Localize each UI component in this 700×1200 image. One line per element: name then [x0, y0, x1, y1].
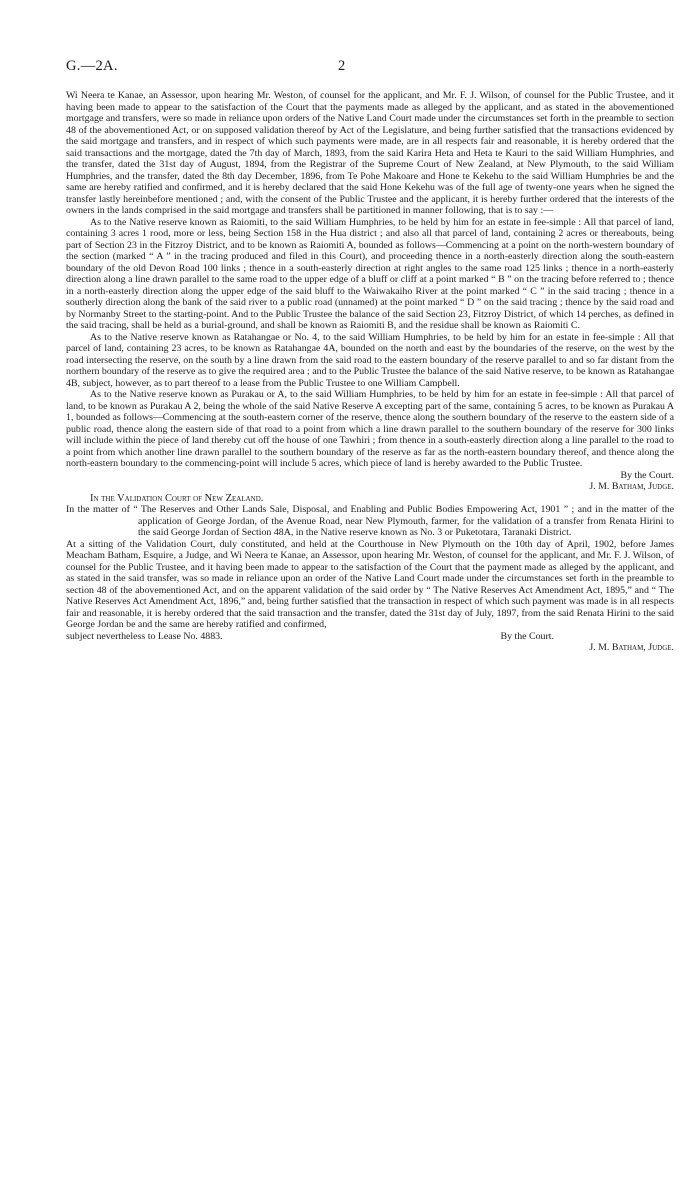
order-last-line: subject nevertheless to Lease No. 4883.	[66, 630, 223, 642]
signature-by-the-court: By the Court.	[620, 469, 674, 481]
order-paragraph: At a sitting of the Validation Court, duly constituted, and held at the Courthouse in New Plymouth on the 10th day of April, 1902, before James Meacham Batham, Esquire, a Judge, and Wi Neera te Kanae, an Assessor, upon hearing Mr. Weston, of counsel for the applicant, and Mr. F. J. Wilson, of counsel for the Public Trustee, and it having been made to appear to the satisfaction of the Court that the payment made as alleged by the applicant, and as stated in the said transfer, was so made in reliance upon an order of the Native Land Court made under the circumstances set forth in the preamble to section 48 of the abovementioned Act, and on the apparent validation of the said order by “ The Native Reserves Act Amendment Act, 1895,” and “ The Native Reserves Act Amendment Act, 1896,” and, being further satisfied that the transaction in respect of which such payment was made is in all respects fair and reasonable, it is hereby ordered that the said transaction and the transfer, dated the 31st day of July, 1897, from the said Renata Hirini to the said George Jordan be and the same are hereby ratified and confirmed,	[66, 538, 674, 630]
paragraph-continuation: Wi Neera te Kanae, an Assessor, upon hearing Mr. Weston, of counsel for the applicant, and Mr. F. J. Wilson, of counsel for the Public Trustee, and it having been made to appear to the satisfaction of the Court that the payments made as alleged by the applicant, and as stated in the abovementioned mortgage and transfers, were so made in reliance upon orders of the Native Land Court made under the circumstances set forth in the preamble to section 48 of the abovementioned Act, or on supposed validation thereof by Act of the Legislature, and being further satisfied that the transactions evidenced by the said mortgage and transfers, and in respect of which such payments were made, are in all respects fair and reasonable, it is hereby ordered that the said transactions and the mortgage, dated the 7th day of March, 1893, from the said Karira Heta and Heta te Kauri to the said William Humphries, and the transfer, dated the 31st day of August, 1894, from the Registrar of the Supreme Court of New Zealand, at New Plymouth, to the said William Humphries, and the transfer, dated the 8th day December, 1896, from Te Pohe Makoare and Hone te Kekehu to the said William Humphries be and the same are hereby ratified and confirmed, and it is hereby declared that the said Hone Kekehu was of the full age of twenty-one years when he signed the transfer lastly hereinbefore mentioned ; and, with the consent of the Public Trustee and the applicant, it is hereby further ordered that the interests of the owners in the lands comprised in the said mortgage and transfers shall be partitioned in manner following, that is to say :—	[66, 90, 674, 216]
document-reference: G.—2A.	[66, 58, 118, 74]
order-closing-line	[66, 631, 674, 643]
paragraph-raiomiti: As to the Native reserve known as Raiomiti, to the said William Humphries, to be held by him for an estate in fee-simple : All that parcel of land, containing 3 acres 1 rood, more or less, being Section 158 in the Hua district ; and also all that parcel of land, containing 2 acres or thereabouts, being part of Section 23 in the Fitzroy District, and to be known as Raiomiti A, bounded as follows—Commencing at a point on the north-western boundary of the section (marked “ A ” in the tracing produced and filed in this Court), and proceeding thence in a north-easterly direction along the south-eastern boundary of the old Devon Road 100 links ; thence in a south-easterly direction at right angles to the same road 125 links ; thence in a north-easterly direction along a line drawn parallel to the same road to the upper edge of a bluff or cliff at a point marked “ B ” on the tracing before referred to ; thence in a north-easterly direction along the upper edge of the said bluff to the Waiwakaiho River at the point marked “ C ” in the said tracing ; thence in a southerly direction along the bank of the said river to a public road (unnamed) at the point marked “ D ” on the said tracing ; thence by the said road and by Normanby Street to the starting-point. And to the Public Trustee the balance of the said Section 23, Fitzroy District, of which 14 perches, as defined in the said tracing, shall be held as a burial-ground, and shall be known as Raiomiti B, and the residue shall be known as Raiomiti C.	[66, 216, 674, 331]
page-header	[66, 58, 666, 80]
document-body	[66, 90, 674, 654]
signature-by-the-court-2: By the Court.	[500, 630, 554, 642]
section-heading: In the Validation Court of New Zealand.	[90, 492, 264, 504]
in-the-matter-clause: In the matter of “ The Reserves and Other Lands Sale, Disposal, and Enabling and Public Bodies Empowering Act, 1901 ” ; and in the matter of the application of George Jordan, of the Avenue Road, near New Plymouth, farmer, for the validation of a transfer from Renata Hirini to the said George Jordan of Section 48A, in the Native reserve known as No. 3 or Puketotara, Taranaki District.	[66, 504, 674, 538]
paragraph-purakau: As to the Native reserve known as Purakau or A, to the said William Humphries, to be held by him for an estate in fee-simple : All that parcel of land, to be known as Purakau A 2, being the whole of the said Native Reserve A excepting part of the same, containing 5 acres, to be known as Purakau A 1, bounded as follows—Commencing at the south-eastern corner of the reserve, thence along the southern boundary of the reserve to the eastern side of a public road, thence along the eastern side of that road to a point from which a line drawn parallel to the southern boundary of the reserve for 300 links will include within the piece of land thereby cut off the house of one Tawhiri ; from thence in a south-easterly direction along a line parallel to the road to a point from which another line drawn parallel to the southern boundary of the reserve as far as the north-eastern boundary thereof, and thence along the north-eastern boundary to the commencing-point will include 5 acres, which piece of land is hereby awarded to the Public Trustee.	[66, 389, 674, 469]
signature-judge-2: J. M. Batham, Judge.	[589, 642, 674, 653]
signature-judge: J. M. Batham, Judge.	[589, 481, 674, 492]
page-number: 2	[338, 58, 346, 74]
paragraph-ratahangae: As to the Native reserve known as Ratahangae or No. 4, to the said William Humphries, to be held by him for an estate in fee-simple : All that parcel of land, containing 23 acres, to be known as Ratahangae 4A, bounded on the north and east by the boundaries of the reserve, on the west by the road intersecting the reserve, on the south by a line drawn from the said road to the eastern boundary of the reserve parallel to and so far distant from the northern boundary of the reserve as to give the required area ; and to the Public Trustee the balance of the said Native reserve, to be known as Ratahangae 4B, subject, however, as to part thereof to a lease from the Public Trustee to one William Campbell.	[66, 331, 674, 389]
